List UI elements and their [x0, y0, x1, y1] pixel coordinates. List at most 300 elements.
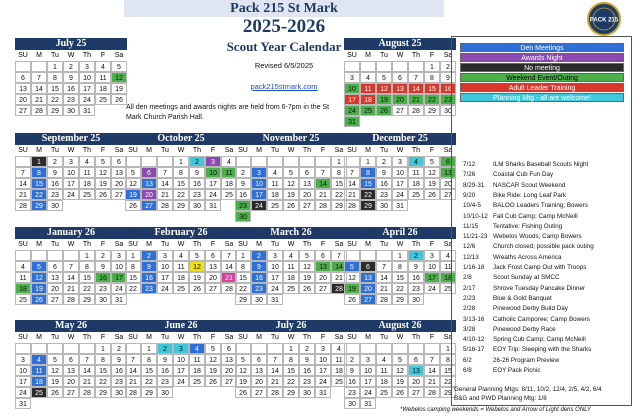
- day-cell: 4: [173, 250, 190, 262]
- day-cell: 5: [111, 61, 128, 73]
- month-grid: [125, 145, 237, 211]
- day-cell: 28: [63, 294, 80, 306]
- day-cell: 14: [79, 365, 96, 377]
- day-cell: 19: [299, 272, 316, 284]
- day-cell: 18: [221, 178, 238, 190]
- day-cell: 9: [344, 365, 361, 377]
- day-header: Tu: [161, 334, 169, 341]
- day-cell: 11: [189, 354, 206, 366]
- event-text: NASCAR Scout Weekend: [493, 181, 566, 189]
- day-cell: 8: [360, 167, 377, 179]
- meeting-note: All den meetings and awards nights are held from 6-7pm in the St Mark Church Parish Hall.: [126, 104, 330, 121]
- day-cell: 17: [392, 178, 409, 190]
- day-cell: 31: [344, 116, 361, 128]
- day-cell: 22: [173, 189, 190, 201]
- day-cell: 28: [79, 387, 96, 399]
- month-grid: [235, 332, 347, 398]
- day-cell: 8: [235, 261, 252, 273]
- day-header: F: [429, 241, 435, 248]
- day-cell: 23: [235, 200, 252, 212]
- day-cell: 9: [95, 261, 112, 273]
- day-header: Sa: [443, 52, 453, 59]
- day-header: Sa: [334, 241, 344, 248]
- legend-nomeeting: No meeting: [460, 63, 624, 72]
- day-header: SU: [347, 241, 357, 248]
- empty-cell: [408, 343, 425, 355]
- day-cell: 10: [205, 167, 222, 179]
- day-cell: 20: [205, 272, 222, 284]
- day-cell: 20: [360, 283, 377, 295]
- day-cell: 21: [344, 189, 361, 201]
- day-header: Th: [411, 147, 421, 154]
- day-cell: 23: [376, 189, 393, 201]
- day-cell: 14: [221, 261, 238, 273]
- day-cell: 11: [360, 83, 377, 95]
- day-cell: 13: [360, 272, 377, 284]
- day-cell: 17: [157, 272, 174, 284]
- month-2: [15, 133, 127, 211]
- day-header: Tu: [51, 52, 59, 59]
- day-cell: 9: [251, 261, 268, 273]
- day-cell: 27: [205, 283, 222, 295]
- day-cell: 21: [376, 283, 393, 295]
- day-cell: 13: [47, 272, 64, 284]
- month-title: May 26: [15, 320, 127, 332]
- day-cell: 25: [79, 189, 96, 201]
- month-title: August 25: [344, 38, 456, 50]
- day-cell: 24: [251, 200, 268, 212]
- event-text: Pinewood Derby Race: [493, 325, 556, 333]
- day-cell: 6: [221, 343, 238, 355]
- day-cell: 11: [95, 72, 112, 84]
- day-cell: 26: [299, 283, 316, 295]
- day-cell: 20: [221, 365, 238, 377]
- day-cell: 7: [125, 354, 142, 366]
- event-date: 2/17: [463, 284, 476, 292]
- day-cell: 3: [344, 72, 361, 84]
- day-cell: 1: [173, 156, 190, 168]
- empty-cell: [31, 343, 48, 355]
- event-row: [463, 232, 635, 242]
- day-cell: 21: [315, 189, 332, 201]
- day-cell: 6: [15, 72, 32, 84]
- empty-cell: [235, 156, 252, 168]
- legend-den: Den Meetings: [460, 43, 624, 52]
- day-cell: 1: [283, 343, 300, 355]
- event-date: 7/12: [463, 161, 476, 168]
- event-text: EOY Trip: Sleeping with the Sharks: [493, 346, 592, 354]
- day-header: W: [396, 147, 404, 154]
- day-cell: 31: [315, 387, 332, 399]
- day-cell: 23: [251, 283, 268, 295]
- day-cell: 1: [95, 343, 112, 355]
- day-cell: 13: [15, 83, 32, 95]
- empty-cell: [376, 343, 393, 355]
- day-cell: 17: [315, 365, 332, 377]
- day-cell: 25: [189, 376, 206, 388]
- event-row: [463, 273, 635, 283]
- day-header: F: [210, 147, 216, 154]
- empty-cell: [344, 250, 361, 262]
- day-cell: 28: [125, 387, 142, 399]
- day-cell: 4: [267, 167, 284, 179]
- day-cell: 3: [267, 250, 284, 262]
- day-cell: 13: [111, 167, 128, 179]
- event-row: [463, 294, 635, 304]
- day-cell: 25: [221, 189, 238, 201]
- day-cell: 29: [79, 294, 96, 306]
- day-cell: 20: [111, 178, 128, 190]
- day-cell: 14: [63, 272, 80, 284]
- day-cell: 25: [15, 294, 32, 306]
- event-text: 26-26 Program Preview: [493, 356, 560, 364]
- day-header: W: [67, 334, 75, 341]
- day-cell: 6: [251, 354, 268, 366]
- day-cell: 8: [95, 354, 112, 366]
- day-cell: 29: [424, 105, 441, 117]
- event-row: [463, 325, 635, 335]
- day-header: Tu: [51, 334, 59, 341]
- day-cell: 29: [392, 294, 409, 306]
- day-cell: 4: [31, 354, 48, 366]
- empty-cell: [125, 156, 142, 168]
- month-10: [15, 320, 127, 409]
- empty-cell: [408, 61, 425, 73]
- day-header: W: [396, 334, 404, 341]
- day-cell: 2: [189, 156, 206, 168]
- day-cell: 3: [251, 167, 268, 179]
- day-cell: 4: [440, 250, 457, 262]
- day-header: Tu: [380, 52, 388, 59]
- day-cell: 19: [111, 83, 128, 95]
- day-header: SU: [347, 147, 357, 154]
- day-header: Sa: [334, 147, 344, 154]
- day-cell: 3: [315, 343, 332, 355]
- day-header: W: [287, 147, 295, 154]
- empty-cell: [31, 61, 48, 73]
- day-cell: 18: [189, 365, 206, 377]
- day-cell: 9: [63, 72, 80, 84]
- day-cell: 23: [408, 283, 425, 295]
- day-cell: 9: [408, 261, 425, 273]
- day-header: Th: [192, 147, 202, 154]
- day-header: SU: [128, 241, 138, 248]
- day-header: Tu: [380, 241, 388, 248]
- day-cell: 25: [331, 376, 348, 388]
- month-title: March 26: [235, 227, 347, 239]
- day-cell: 19: [189, 272, 206, 284]
- day-cell: 1: [424, 61, 441, 73]
- month-title: December 25: [344, 133, 456, 145]
- day-cell: 5: [376, 72, 393, 84]
- day-cell: 11: [173, 261, 190, 273]
- day-cell: 28: [315, 200, 332, 212]
- day-cell: 15: [47, 83, 64, 95]
- day-header: M: [146, 334, 152, 341]
- day-header: SU: [18, 334, 28, 341]
- day-cell: 8: [283, 354, 300, 366]
- empty-cell: [125, 343, 142, 355]
- day-cell: 22: [360, 189, 377, 201]
- day-cell: 13: [205, 261, 222, 273]
- empty-cell: [15, 343, 32, 355]
- day-cell: 13: [408, 365, 425, 377]
- empty-cell: [376, 61, 393, 73]
- day-cell: 30: [189, 200, 206, 212]
- day-cell: 25: [31, 387, 48, 399]
- empty-cell: [141, 156, 158, 168]
- day-cell: 30: [63, 105, 80, 117]
- day-cell: 1: [47, 61, 64, 73]
- day-cell: 10: [63, 167, 80, 179]
- day-cell: 20: [392, 94, 409, 106]
- day-cell: 5: [31, 261, 48, 273]
- day-cell: 19: [376, 94, 393, 106]
- day-cell: 17: [15, 376, 32, 388]
- day-cell: 10: [344, 83, 361, 95]
- day-cell: 28: [331, 283, 348, 295]
- day-cell: 28: [344, 200, 361, 212]
- day-cell: 27: [408, 387, 425, 399]
- day-cell: 19: [392, 376, 409, 388]
- event-date: 11/15: [463, 222, 479, 230]
- day-cell: 21: [157, 189, 174, 201]
- day-cell: 27: [141, 200, 158, 212]
- day-cell: 24: [424, 283, 441, 295]
- day-cell: 2: [235, 167, 252, 179]
- day-cell: 5: [344, 261, 361, 273]
- day-header: Sa: [334, 334, 344, 341]
- day-header: Th: [82, 147, 92, 154]
- day-cell: 18: [173, 272, 190, 284]
- event-row: [463, 304, 635, 314]
- legend-planning: Planning Mtg - all are welcome!: [460, 93, 624, 102]
- day-cell: 29: [173, 200, 190, 212]
- event-row: [463, 191, 635, 201]
- day-cell: 10: [392, 167, 409, 179]
- day-cell: 22: [392, 283, 409, 295]
- event-date: 12/6: [463, 243, 476, 251]
- day-cell: 21: [424, 376, 441, 388]
- event-text: Fall Cub Camp; Camp McNeill: [493, 212, 578, 220]
- day-cell: 16: [344, 376, 361, 388]
- event-text: Tentative: Fishing Outing: [493, 222, 563, 230]
- day-cell: 12: [235, 365, 252, 377]
- day-cell: 7: [331, 250, 348, 262]
- day-cell: 7: [267, 354, 284, 366]
- day-cell: 12: [299, 261, 316, 273]
- month-title: July 25: [15, 38, 127, 50]
- empty-cell: [344, 156, 361, 168]
- day-cell: 12: [205, 354, 222, 366]
- day-cell: 27: [15, 105, 32, 117]
- day-cell: 21: [267, 376, 284, 388]
- day-cell: 30: [235, 211, 252, 223]
- day-header: Sa: [224, 147, 234, 154]
- day-header: F: [100, 147, 106, 154]
- day-cell: 18: [95, 83, 112, 95]
- empty-cell: [299, 156, 316, 168]
- event-row: [463, 284, 635, 294]
- month-1: [344, 38, 456, 127]
- empty-cell: [392, 343, 409, 355]
- day-header: M: [365, 52, 371, 59]
- month-grid: [15, 332, 127, 409]
- month-grid: [15, 145, 127, 211]
- day-cell: 12: [31, 272, 48, 284]
- day-header: Tu: [380, 147, 388, 154]
- day-cell: 1: [392, 250, 409, 262]
- day-cell: 2: [141, 250, 158, 262]
- event-date: 2/28: [463, 305, 476, 313]
- day-cell: 1: [440, 343, 457, 355]
- event-text: Scout Sunday at SMCC: [493, 274, 560, 282]
- day-cell: 24: [15, 387, 32, 399]
- day-cell: 8: [440, 354, 457, 366]
- day-header: Sa: [114, 147, 124, 154]
- day-cell: 3: [173, 343, 190, 355]
- day-header: Tu: [271, 147, 279, 154]
- day-cell: 16: [376, 178, 393, 190]
- day-header: F: [320, 147, 326, 154]
- day-cell: 1: [235, 250, 252, 262]
- day-cell: 5: [392, 354, 409, 366]
- day-cell: 8: [331, 167, 348, 179]
- website-link[interactable]: pack215stmark.com: [250, 82, 318, 91]
- day-cell: 4: [221, 156, 238, 168]
- event-date: 10/4-5: [463, 202, 481, 210]
- day-cell: 16: [111, 365, 128, 377]
- day-header: SU: [347, 334, 357, 341]
- day-cell: 29: [47, 105, 64, 117]
- day-cell: 22: [95, 376, 112, 388]
- day-cell: 31: [111, 294, 128, 306]
- day-header: M: [36, 241, 42, 248]
- day-cell: 15: [31, 178, 48, 190]
- day-cell: 29: [31, 200, 48, 212]
- day-cell: 16: [440, 83, 457, 95]
- day-header: W: [287, 241, 295, 248]
- month-grid: [235, 239, 347, 305]
- day-cell: 2: [111, 343, 128, 355]
- event-text: Webelos Woods; Camp Bowers: [493, 233, 582, 241]
- day-cell: 24: [344, 105, 361, 117]
- day-header: Tu: [161, 241, 169, 248]
- day-cell: 23: [440, 94, 457, 106]
- event-row: [463, 263, 635, 273]
- day-cell: 19: [31, 283, 48, 295]
- event-text: EOY Pack Picnic: [493, 367, 541, 374]
- day-cell: 25: [408, 189, 425, 201]
- day-cell: 3: [111, 250, 128, 262]
- day-cell: 26: [376, 105, 393, 117]
- month-title: September 25: [15, 133, 127, 145]
- day-header: F: [429, 334, 435, 341]
- day-header: SU: [128, 147, 138, 154]
- empty-cell: [15, 156, 32, 168]
- day-cell: 20: [251, 376, 268, 388]
- day-cell: 7: [157, 167, 174, 179]
- event-text: Spring Cub Camp; Camp McNeill: [493, 336, 586, 344]
- day-cell: 4: [283, 250, 300, 262]
- empty-cell: [63, 343, 80, 355]
- day-cell: 2: [408, 250, 425, 262]
- day-cell: 26: [125, 200, 142, 212]
- day-cell: 23: [141, 283, 158, 295]
- day-cell: 26: [47, 387, 64, 399]
- day-cell: 11: [15, 272, 32, 284]
- day-cell: 5: [205, 343, 222, 355]
- day-cell: 24: [79, 94, 96, 106]
- day-cell: 15: [235, 272, 252, 284]
- empty-cell: [15, 61, 32, 73]
- empty-cell: [376, 250, 393, 262]
- day-header: Sa: [114, 241, 124, 248]
- day-cell: 8: [31, 167, 48, 179]
- day-cell: 5: [424, 156, 441, 168]
- day-cell: 18: [283, 272, 300, 284]
- day-cell: 13: [315, 261, 332, 273]
- event-date: 6/8: [463, 367, 472, 374]
- day-cell: 29: [283, 387, 300, 399]
- day-cell: 6: [392, 72, 409, 84]
- day-cell: 7: [424, 354, 441, 366]
- day-cell: 14: [424, 365, 441, 377]
- day-cell: 31: [205, 200, 222, 212]
- day-cell: 1: [31, 156, 48, 168]
- day-cell: 3: [79, 61, 96, 73]
- day-cell: 16: [63, 83, 80, 95]
- day-header: Th: [192, 241, 202, 248]
- day-cell: 14: [331, 261, 348, 273]
- day-cell: 7: [63, 261, 80, 273]
- day-cell: 14: [344, 178, 361, 190]
- day-cell: 6: [360, 261, 377, 273]
- day-cell: 10: [111, 261, 128, 273]
- event-date: 1/16-18: [463, 264, 485, 271]
- day-cell: 28: [221, 283, 238, 295]
- day-cell: 12: [283, 178, 300, 190]
- day-cell: 16: [408, 272, 425, 284]
- pack-logo: [587, 2, 621, 36]
- day-cell: 17: [79, 83, 96, 95]
- empty-cell: [424, 343, 441, 355]
- day-cell: 19: [424, 178, 441, 190]
- day-cell: 23: [47, 189, 64, 201]
- day-cell: 9: [440, 72, 457, 84]
- month-grid: [15, 239, 127, 305]
- day-cell: 4: [79, 156, 96, 168]
- event-date: 5/16-17: [463, 346, 485, 354]
- day-cell: 12: [392, 365, 409, 377]
- empty-cell: [344, 61, 361, 73]
- day-cell: 21: [15, 189, 32, 201]
- day-cell: 28: [424, 387, 441, 399]
- empty-cell: [79, 343, 96, 355]
- month-grid: [125, 239, 237, 294]
- day-cell: 30: [95, 294, 112, 306]
- day-cell: 18: [376, 376, 393, 388]
- day-cell: 28: [376, 294, 393, 306]
- day-cell: 26: [189, 283, 206, 295]
- day-cell: 13: [141, 178, 158, 190]
- day-cell: 9: [47, 167, 64, 179]
- empty-cell: [283, 156, 300, 168]
- event-row: [463, 335, 635, 345]
- day-cell: 9: [376, 167, 393, 179]
- day-header: Th: [302, 241, 312, 248]
- event-row: [463, 201, 635, 211]
